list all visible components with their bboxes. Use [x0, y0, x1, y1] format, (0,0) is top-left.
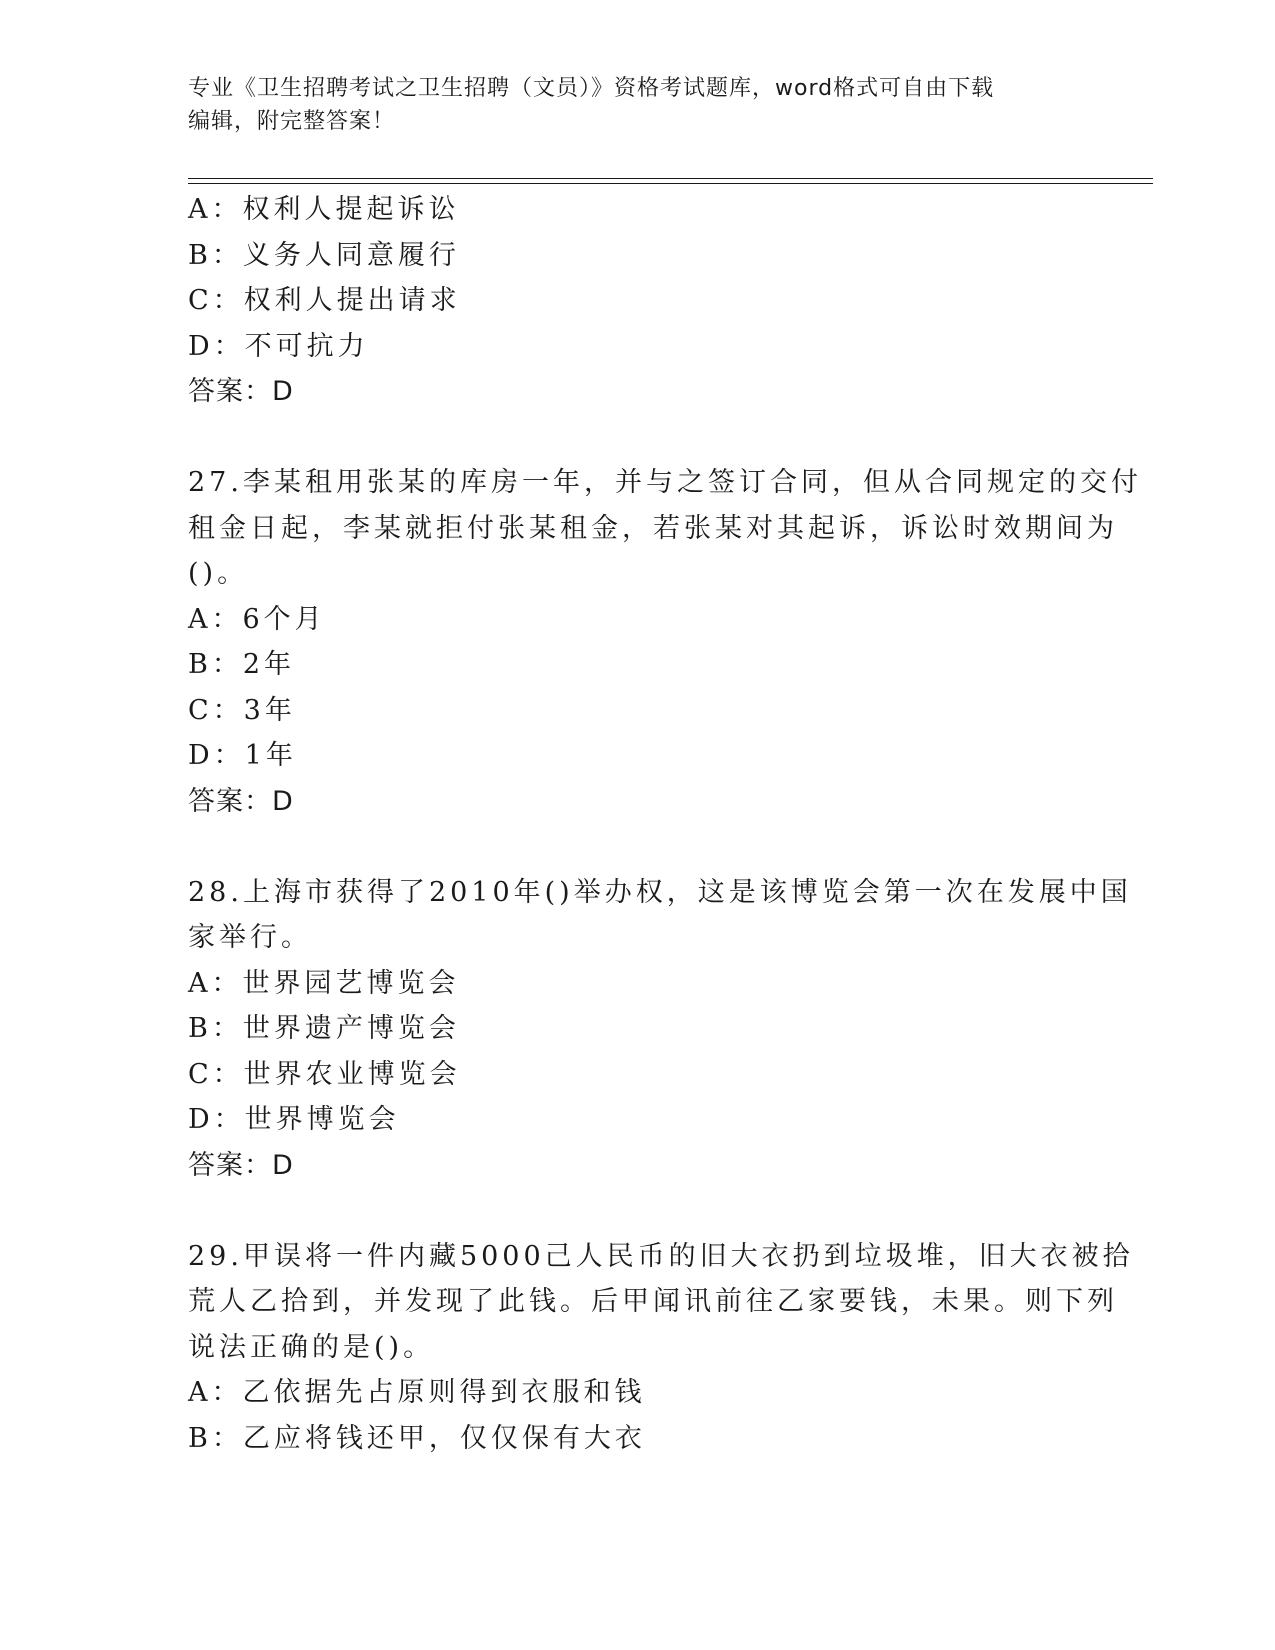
- option-b: B：乙应将钱还甲，仅仅保有大衣: [188, 1422, 646, 1454]
- question-stem-line: 27.李某租用张某的库房一年，并与之签订合同，但从合同规定的交付: [188, 467, 1142, 498]
- option-c: C：3年: [188, 694, 296, 726]
- option-b: B：2年: [188, 649, 296, 680]
- question-28: [188, 870, 1132, 1189]
- spacer: [188, 1188, 1088, 1234]
- option-c: C：权利人提出请求: [188, 285, 461, 316]
- option-a: A：6个月: [188, 603, 326, 635]
- option-d: D：不可抗力: [188, 330, 369, 362]
- question-stem-line: ()。: [188, 558, 249, 589]
- option-a: A：权利人提起诉讼: [188, 194, 460, 225]
- option-b: B：义务人同意履行: [188, 239, 460, 271]
- answer: 答案：D: [188, 785, 294, 817]
- question-26: [188, 187, 1088, 415]
- question-27: [188, 460, 1142, 824]
- spacer: [188, 824, 1088, 870]
- question-stem-line: 租金日起，李某就拒付张某租金，若张某对其起诉，诉讼时效期间为: [188, 512, 1118, 544]
- answer: 答案：D: [188, 1149, 294, 1181]
- option-a: A：乙依据先占原则得到衣服和钱: [188, 1377, 646, 1408]
- spacer: [188, 415, 1088, 461]
- header-divider-top: [188, 178, 1153, 179]
- option-b: B：世界遗产博览会: [188, 1013, 460, 1044]
- option-c: C：世界农业博览会: [188, 1058, 461, 1090]
- answer: 答案：D: [188, 376, 294, 407]
- question-stem-line: 29.甲误将一件内藏5000己人民币的旧大衣扔到垃圾堆，旧大衣被拾: [188, 1240, 1134, 1272]
- option-d: D：世界博览会: [188, 1104, 400, 1135]
- option-a: A：世界园艺博览会: [188, 967, 460, 999]
- question-stem-line: 家举行。: [188, 922, 312, 953]
- document-header: [188, 72, 1068, 138]
- option-d: D：1年: [188, 740, 297, 771]
- header-line-1: 专业《卫生招聘考试之卫生招聘（文员）》资格考试题库，word格式可自由下载: [188, 76, 995, 101]
- question-stem-line: 说法正确的是()。: [188, 1331, 435, 1363]
- question-list: [188, 187, 1142, 1461]
- question-stem-line: 28.上海市获得了2010年()举办权，这是该博览会第一次在发展中国: [188, 876, 1132, 908]
- header-divider-bottom: [188, 183, 1153, 184]
- header-line-2: 编辑，附完整答案！: [188, 109, 396, 134]
- question-29: [188, 1234, 1134, 1462]
- question-stem-line: 荒人乙拾到，并发现了此钱。后甲闻讯前往乙家要钱，未果。则下列: [188, 1286, 1118, 1317]
